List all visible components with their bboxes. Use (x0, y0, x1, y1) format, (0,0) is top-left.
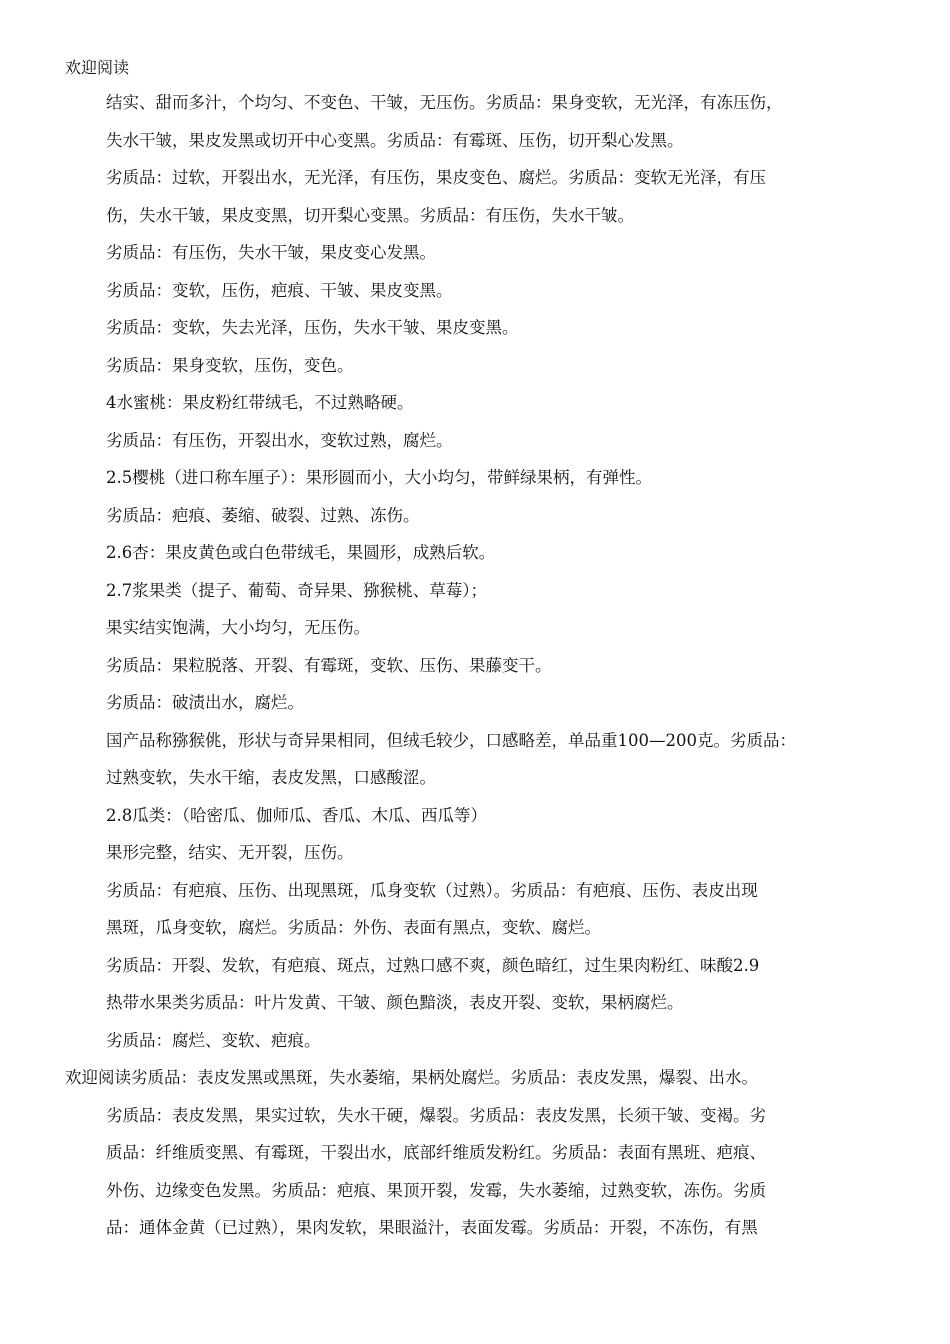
text-line: 2.8瓜类：（哈密瓜、伽师瓜、香瓜、木瓜、西瓜等） (106, 805, 487, 825)
text-line: 劣质品：表皮发黑，果实过软，失水干硬，爆裂。劣质品：表皮发黑，长须干皱、变褐。劣 (106, 1105, 766, 1125)
text-line: 4水蜜桃：果皮粉红带绒毛，不过熟略硬。 (106, 393, 414, 412)
text-line: 结实、甜而多汁，个均匀、不变色、干皱，无压伤。劣质品：果身变软，无光泽，有冻压伤， (106, 93, 783, 112)
text-line: 劣质品：过软，开裂出水，无光泽，有压伤，果皮变色、腐烂。劣质品：变软无光泽，有压 (106, 168, 766, 187)
text-line: 劣质品：变软，压伤，疤痕、干皱、果皮变黑。 (106, 280, 453, 300)
text-line: 劣质品：开裂、发软，有疤痕、斑点，过熟口感不爽，颜色暗红，过生果肉粉红、味酸2.9 (106, 955, 760, 975)
text-line: 伤，失水干皱，果皮变黑，切开梨心变黑。劣质品：有压伤，失水干皱。 (106, 205, 634, 225)
text-line: 劣质品：果身变软，压伤，变色。 (106, 355, 354, 375)
text-line: 劣质品：有压伤，开裂出水，变软过熟，腐烂。 (106, 430, 453, 450)
text-line: 欢迎阅读劣质品：表皮发黑或黑斑，失水萎缩，果柄处腐烂。劣质品：表皮发黑，爆裂、出水。 (65, 1068, 758, 1087)
text-line: 果实结实饱满，大小均匀，无压伤。 (106, 618, 370, 637)
text-line: 劣质品：变软，失去光泽，压伤，失水干皱、果皮变黑。 (106, 318, 519, 337)
text-line: 质品：纤维质变黑、有霉斑，干裂出水，底部纤维质发粉红。劣质品：表面有黑班、疤痕、 (106, 1143, 766, 1162)
text-line: 劣质品：有疤痕、压伤、出现黑斑，瓜身变软（过熟）。劣质品：有疤痕、压伤、表皮出现 (106, 880, 758, 900)
page-header: 欢迎阅读 (65, 58, 130, 77)
text-line: 劣质品：破渍出水，腐烂。 (106, 693, 304, 712)
text-line: 失水干皱，果皮发黑或切开中心变黑。劣质品：有霉斑、压伤，切开梨心发黑。 (106, 130, 684, 150)
text-line: 果形完整，结实、无开裂，压伤。 (106, 843, 354, 862)
text-line: 2.6杏：果皮黄色或白色带绒毛，果圆形，成熟后软。 (106, 543, 496, 562)
text-line: 劣质品：疤痕、萎缩、破裂、过熟、冻伤。 (106, 505, 420, 525)
text-line: 劣质品：腐烂、变软、疤痕。 (106, 1030, 321, 1050)
text-line: 劣质品：有压伤，失水干皱，果皮变心发黑。 (106, 243, 436, 262)
text-line: 劣质品：果粒脱落、开裂、有霉斑，变软、压伤、果藤变干。 (106, 655, 552, 675)
text-line: 过熟变软，失水干缩，表皮发黑，口感酸涩。 (106, 768, 436, 787)
text-line: 黑斑，瓜身变软，腐烂。劣质品：外伤、表面有黑点，变软、腐烂。 (106, 918, 601, 937)
text-line: 品：通体金黄（已过熟），果肉发软，果眼溢汁，表面发霉。劣质品：开裂，不冻伤，有黑 (106, 1218, 758, 1237)
text-line: 2.5樱桃（进口称车厘子）：果形圆而小，大小均匀，带鲜绿果柄，有弹性。 (106, 468, 652, 487)
text-line: 国产品称猕猴佻，形状与奇异果相同，但绒毛较少，口感略差，单品重100—200克。劣质品： (106, 730, 796, 750)
text-line: 2.7浆果类（提子、葡萄、奇异果、猕猴桃、草莓）； (106, 580, 487, 600)
document-body (0, 84, 950, 1247)
text-line: 热带水果类劣质品：叶片发黄、干皱、颜色黯淡，表皮开裂、变软，果柄腐烂。 (106, 993, 684, 1012)
text-line: 外伤、边缘变色发黑。劣质品：疤痕、果顶开裂，发霉，失水萎缩，过熟变软，冻伤。劣质 (106, 1180, 766, 1200)
